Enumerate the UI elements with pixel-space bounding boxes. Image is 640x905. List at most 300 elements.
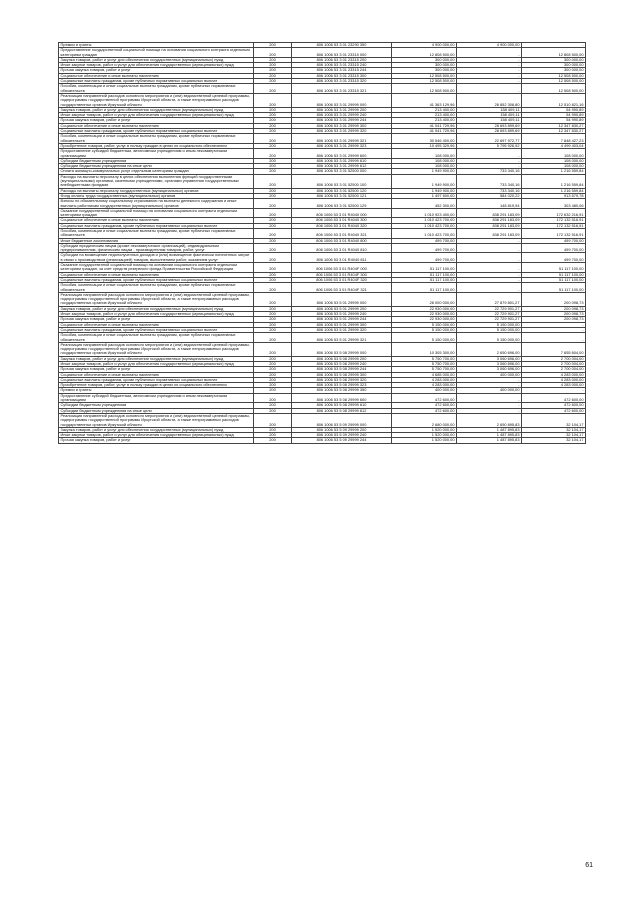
row-approved-amount: 12 508 500,00 <box>392 84 457 94</box>
row-unexecuted-amount: 12 347 830,27 <box>522 129 586 134</box>
row-line-code: 200 <box>254 174 292 188</box>
row-executed-amount: 1 487 895,83 <box>457 438 522 443</box>
row-approved-amount: 213 400,00 <box>392 107 457 112</box>
row-approved-amount: 1 497 600,00 <box>392 193 457 198</box>
row-line-code: 200 <box>254 143 292 148</box>
row-unexecuted-amount: 4 283 000,00 <box>522 377 586 382</box>
row-classification-code: 806 1006 53 3 01 23315 240 <box>292 63 392 68</box>
row-unexecuted-amount: 4 283 000,00 <box>522 383 586 388</box>
row-description: Социальные выплаты гражданам, кроме публичных нормативных социальных выплат <box>59 223 254 228</box>
row-classification-code: 806 1006 53 3 01 52500 000 <box>292 169 392 174</box>
row-unexecuted-amount: 32 104,17 <box>522 427 586 432</box>
table-row <box>59 134 586 144</box>
table-row <box>59 433 586 438</box>
row-executed-amount: - <box>457 84 522 94</box>
table-row <box>59 263 586 273</box>
row-executed-amount: 733 340,16 <box>457 188 522 193</box>
row-approved-amount: 1 949 900,00 <box>392 174 457 188</box>
page-number: 61 <box>585 862 593 869</box>
row-executed-amount: 28 693 899,69 <box>457 123 522 128</box>
row-line-code: 200 <box>254 158 292 163</box>
row-line-code: 200 <box>254 372 292 377</box>
row-classification-code: 806 1006 53 3 01 R4040 320 <box>292 223 392 228</box>
row-line-code: 200 <box>254 322 292 327</box>
table-row <box>59 107 586 112</box>
row-approved-amount: 1 010 423 700,00 <box>392 218 457 223</box>
row-approved-amount: 12 808 500,00 <box>392 48 457 58</box>
table-row <box>59 342 586 356</box>
row-executed-amount: 838 291 183,09 <box>457 208 522 218</box>
row-line-code: 200 <box>254 134 292 144</box>
row-unexecuted-amount: 200 098,73 <box>522 317 586 322</box>
row-description: Социальное обеспечение и иные выплаты населению <box>59 272 254 277</box>
row-unexecuted-amount: 51 117 100,00 <box>522 263 586 273</box>
table-row <box>59 129 586 134</box>
row-description: Субсидии бюджетным учреждениям <box>59 158 254 163</box>
row-unexecuted-amount: - <box>522 322 586 327</box>
row-unexecuted-amount: 32 104,17 <box>522 433 586 438</box>
row-executed-amount: - <box>457 377 522 382</box>
row-line-code: 200 <box>254 362 292 367</box>
row-approved-amount: 41 041 729,96 <box>392 129 457 134</box>
row-approved-amount: 51 117 100,00 <box>392 277 457 282</box>
row-executed-amount: 838 291 183,09 <box>457 223 522 228</box>
row-approved-amount: 1 520 000,00 <box>392 427 457 432</box>
row-description: Расходы на выплаты персоналу государственных (муниципальных) органов <box>59 188 254 193</box>
row-line-code: 200 <box>254 403 292 408</box>
row-classification-code: 806 1006 53 3 01 29999 000 <box>292 93 392 107</box>
row-description: Приобретение товаров, работ, услуг в пользу граждан в целях их социального обеспечения <box>59 143 254 148</box>
row-unexecuted-amount: 7 655 604,00 <box>522 342 586 356</box>
row-executed-amount: 27 879 801,27 <box>457 292 522 306</box>
row-description: Социальные выплаты гражданам, кроме публичных нормативных социальных выплат <box>59 327 254 332</box>
row-description: Социальное обеспечение и иные выплаты населению <box>59 73 254 78</box>
row-description: Реализация направлений расходов основного мероприятия и (или) ведомственной целевой программы, подпрограммы государственной программы Иркутской области, а также непрограммных расходов государственных органов Иркутской области <box>59 292 254 306</box>
row-approved-amount: 22 930 000,00 <box>392 312 457 317</box>
row-classification-code: 806 1006 53 3 01 52500 120 <box>292 188 392 193</box>
row-description: Фонд оплаты труда государственных (муниципальных) органов <box>59 193 254 198</box>
row-classification-code: 806 1006 53 5 01 29999 321 <box>292 333 392 343</box>
budget-execution-table <box>58 42 586 444</box>
row-executed-amount: 733 340,16 <box>457 169 522 174</box>
row-classification-code: 806 1006 53 3 01 52500 100 <box>292 174 392 188</box>
row-line-code: 200 <box>254 208 292 218</box>
row-executed-amount: 2 650 696,00 <box>457 342 522 356</box>
row-classification-code: 806 1006 53 3 01 R4040 321 <box>292 228 392 238</box>
table-row <box>59 174 586 188</box>
row-executed-amount: - <box>457 277 522 282</box>
row-unexecuted-amount: 54 990,89 <box>522 107 586 112</box>
row-approved-amount: 2 680 000,00 <box>392 413 457 427</box>
row-approved-amount: 400 000,00 <box>392 388 457 393</box>
row-classification-code: 806 1006 53 3 01 29999 323 <box>292 143 392 148</box>
row-line-code: 200 <box>254 393 292 403</box>
row-line-code: 200 <box>254 57 292 62</box>
row-description: Взносы по обязательному социальному страхованию на выплаты денежного содержания и иные выплаты работникам государственных (муниципальных) органов <box>59 199 254 209</box>
row-classification-code: 806 1006 53 5 01 29999 240 <box>292 312 392 317</box>
row-line-code: 200 <box>254 306 292 311</box>
table-row <box>59 322 586 327</box>
row-unexecuted-amount: 172 632 216,91 <box>522 208 586 218</box>
row-approved-amount: 51 117 100,00 <box>392 272 457 277</box>
row-line-code: 200 <box>254 63 292 68</box>
row-description: Реализация направлений расходов основного мероприятия и (или) ведомственной целевой программы, подпрограммы государственной программы Иркутской области, а также непрограммных расходов государственных органов Иркутской области <box>59 93 254 107</box>
row-executed-amount: - <box>457 48 522 58</box>
row-executed-amount: 22 729 901,27 <box>457 306 522 311</box>
row-approved-amount: 108 000,00 <box>392 149 457 159</box>
table-row <box>59 356 586 361</box>
row-line-code: 200 <box>254 129 292 134</box>
row-line-code: 200 <box>254 223 292 228</box>
row-description: Реализация направлений расходов основного мероприятия и (или) ведомственной целевой программы, подпрограммы государственной программы Иркутской области, а также непрограммных расходов государственных органов Иркутской области <box>59 342 254 356</box>
row-description: Прочая закупка товаров, работ и услуг <box>59 367 254 372</box>
row-description: Закупка товаров, работ и услуг для обеспечения государственных (муниципальных) нужд <box>59 107 254 112</box>
row-unexecuted-amount: 4 283 000,00 <box>522 372 586 377</box>
row-classification-code: 806 1006 53 5 08 29999 350 <box>292 388 392 393</box>
row-executed-amount: 4 900 000,00 <box>457 43 522 48</box>
row-line-code: 200 <box>254 342 292 356</box>
row-description: Социальное обеспечение и иные выплаты населению <box>59 372 254 377</box>
row-classification-code: 806 1006 53 3 01 R4040 810 <box>292 243 392 253</box>
table-row <box>59 438 586 443</box>
row-classification-code: 806 1006 53 3 01 52500 129 <box>292 199 392 209</box>
row-approved-amount: 12 508 500,00 <box>392 73 457 78</box>
row-executed-amount: 3 060 696,00 <box>457 362 522 367</box>
row-description: Закупка товаров, работ и услуг для обеспечения государственных (муниципальных) нужд <box>59 356 254 361</box>
table-row <box>59 149 586 159</box>
row-approved-amount: 4 283 000,00 <box>392 377 457 382</box>
row-unexecuted-amount: 472 600,00 <box>522 403 586 408</box>
row-executed-amount: - <box>457 383 522 388</box>
row-executed-amount: 400 000,00 <box>457 372 522 377</box>
row-description: Закупка товаров, работ и услуг для обеспечения государственных (муниципальных) нужд <box>59 57 254 62</box>
row-line-code: 200 <box>254 413 292 427</box>
row-line-code: 200 <box>254 113 292 118</box>
row-approved-amount: 51 117 100,00 <box>392 283 457 293</box>
row-description: Социальные выплаты гражданам, кроме публичных нормативных социальных выплат <box>59 129 254 134</box>
row-description: Субсидии бюджетным учреждениям <box>59 403 254 408</box>
row-executed-amount: - <box>457 408 522 413</box>
row-approved-amount: 300 000,00 <box>392 68 457 73</box>
row-classification-code: 806 1006 53 3 01 29999 300 <box>292 123 392 128</box>
row-description: Пособия, компенсации и иные социальные выплаты гражданам, кроме публичных нормативных обязательств <box>59 228 254 238</box>
row-classification-code: 806 1006 53 3 01 R4040 000 <box>292 208 392 218</box>
row-line-code: 200 <box>254 218 292 223</box>
row-unexecuted-amount: 303 480,06 <box>522 199 586 209</box>
row-classification-code: 806 1006 53 3 01 29999 321 <box>292 134 392 144</box>
row-line-code: 200 <box>254 312 292 317</box>
row-executed-amount: - <box>457 79 522 84</box>
row-executed-amount: 838 291 183,09 <box>457 218 522 223</box>
row-classification-code: 806 1006 53 3 01 R4040 800 <box>292 238 392 243</box>
table-row <box>59 292 586 306</box>
row-classification-code: 806 1006 53 5 08 29999 240 <box>292 362 392 367</box>
row-executed-amount: 1 487 895,83 <box>457 427 522 432</box>
row-executed-amount: 22 697 972,77 <box>457 134 522 144</box>
row-unexecuted-amount: 172 132 516,91 <box>522 228 586 238</box>
table-row <box>59 199 586 209</box>
row-description: Иные закупки товаров, работ и услуг для обеспечения государственных (муниципальных) нужд <box>59 362 254 367</box>
row-classification-code: 806 1006 53 3 01 23315 244 <box>292 68 392 73</box>
row-classification-code: 806 1006 53 5 08 29999 610 <box>292 403 392 408</box>
row-approved-amount: 108 000,00 <box>392 158 457 163</box>
row-unexecuted-amount: 499 700,00 <box>522 238 586 243</box>
row-classification-code: 806 1006 53 5 08 29999 244 <box>292 367 392 372</box>
row-approved-amount: 1 520 000,00 <box>392 433 457 438</box>
row-approved-amount: 41 363 129,96 <box>392 93 457 107</box>
row-line-code: 200 <box>254 43 292 48</box>
row-approved-amount: 499 700,00 <box>392 243 457 253</box>
row-approved-amount: 472 600,00 <box>392 408 457 413</box>
table-row <box>59 218 586 223</box>
table-row <box>59 372 586 377</box>
row-executed-amount: 1 487 895,83 <box>457 433 522 438</box>
row-approved-amount: 22 930 000,00 <box>392 306 457 311</box>
row-unexecuted-amount: 2 700 004,00 <box>522 362 586 367</box>
row-executed-amount: 158 409,11 <box>457 113 522 118</box>
row-line-code: 200 <box>254 327 292 332</box>
row-description: Предоставление государственной социальной помощи на основании социального контракта отдельным категориям граждан <box>59 48 254 58</box>
row-unexecuted-amount: 499 700,00 <box>522 243 586 253</box>
row-unexecuted-amount: 2 700 004,00 <box>522 356 586 361</box>
row-description: Пособия, компенсации и иные социальные выплаты гражданам, кроме публичных нормативных обязательств <box>59 84 254 94</box>
row-line-code: 200 <box>254 292 292 306</box>
row-unexecuted-amount: 54 990,89 <box>522 118 586 123</box>
row-approved-amount: 499 700,00 <box>392 238 457 243</box>
row-approved-amount: 5 750 700,00 <box>392 367 457 372</box>
row-unexecuted-amount: 1 216 559,84 <box>522 169 586 174</box>
row-executed-amount: - <box>457 253 522 263</box>
row-executed-amount: 3 060 696,00 <box>457 356 522 361</box>
row-executed-amount: - <box>457 263 522 273</box>
row-unexecuted-amount: 2 700 004,00 <box>522 367 586 372</box>
row-description: Прочая закупка товаров, работ и услуг <box>59 438 254 443</box>
row-unexecuted-amount: 300 000,00 <box>522 57 586 62</box>
table-row <box>59 228 586 238</box>
table-row <box>59 312 586 317</box>
row-unexecuted-amount: 12 508 500,00 <box>522 84 586 94</box>
row-approved-amount: 4 685 000,00 <box>392 372 457 377</box>
row-executed-amount: 5 150 000,00 <box>457 327 522 332</box>
row-line-code: 200 <box>254 283 292 293</box>
row-executed-amount: - <box>457 68 522 73</box>
row-classification-code: 806 1006 53 3 01 29999 612 <box>292 164 392 169</box>
row-description: Субсидии на возмещение недополученных доходов и (или) возмещение фактически понесенных затрат в связи с производством (реализацией) товаров, выполнением работ, оказанием услуг <box>59 253 254 263</box>
row-unexecuted-amount: 12 808 500,00 <box>522 48 586 58</box>
row-executed-amount: - <box>457 158 522 163</box>
row-line-code: 200 <box>254 199 292 209</box>
row-approved-amount: 5 750 700,00 <box>392 362 457 367</box>
row-classification-code: 806 1006 53 5 01 29999 320 <box>292 327 392 332</box>
row-approved-amount: 5 150 000,00 <box>392 327 457 332</box>
row-line-code: 200 <box>254 263 292 273</box>
row-description: Иные бюджетные ассигнования <box>59 238 254 243</box>
row-classification-code: 806 1006 53 3 01 R404F 321 <box>292 283 392 293</box>
row-executed-amount: 733 340,16 <box>457 174 522 188</box>
row-executed-amount: 3 060 696,00 <box>457 367 522 372</box>
row-unexecuted-amount: 7 848 427,23 <box>522 134 586 144</box>
row-line-code: 200 <box>254 427 292 432</box>
row-classification-code: 806 1006 53 5 01 29999 244 <box>292 317 392 322</box>
row-unexecuted-amount: 472 600,00 <box>522 408 586 413</box>
row-executed-amount: 22 729 901,27 <box>457 312 522 317</box>
table-row <box>59 123 586 128</box>
row-executed-amount: - <box>457 149 522 159</box>
table-row <box>59 333 586 343</box>
row-classification-code: 806 1006 53 3 01 29999 320 <box>292 129 392 134</box>
row-description: Премии и гранты <box>59 388 254 393</box>
row-line-code: 200 <box>254 317 292 322</box>
row-description: Социальные выплаты гражданам, кроме публичных нормативных социальных выплат <box>59 79 254 84</box>
row-line-code: 200 <box>254 408 292 413</box>
row-executed-amount: 5 150 000,00 <box>457 333 522 343</box>
row-unexecuted-amount: 108 000,00 <box>522 158 586 163</box>
row-approved-amount: 300 000,00 <box>392 57 457 62</box>
row-classification-code: 806 1006 53 3 01 23315 200 <box>292 57 392 62</box>
row-description: Приобретение товаров, работ, услуг в пользу граждан в целях их социального обеспечения <box>59 383 254 388</box>
row-approved-amount: 1 010 423 700,00 <box>392 228 457 238</box>
row-line-code: 200 <box>254 367 292 372</box>
row-unexecuted-amount: 32 104,17 <box>522 413 586 427</box>
row-classification-code: 806 1006 53 5 09 29999 200 <box>292 427 392 432</box>
row-description: Субсидии бюджетным учреждениям на иные цели <box>59 164 254 169</box>
row-executed-amount: - <box>457 238 522 243</box>
row-description: Социальное обеспечение и иные выплаты населению <box>59 123 254 128</box>
row-classification-code: 806 1006 53 5 09 29999 244 <box>292 438 392 443</box>
row-line-code: 200 <box>254 79 292 84</box>
row-approved-amount: 28 000 000,00 <box>392 292 457 306</box>
row-unexecuted-amount: - <box>522 43 586 48</box>
row-executed-amount: - <box>457 164 522 169</box>
row-line-code: 200 <box>254 272 292 277</box>
row-line-code: 200 <box>254 118 292 123</box>
row-unexecuted-amount: 1 216 559,84 <box>522 174 586 188</box>
row-unexecuted-amount: 108 000,00 <box>522 164 586 169</box>
row-approved-amount: 22 930 000,00 <box>392 317 457 322</box>
row-classification-code: 806 1006 53 3 01 29999 200 <box>292 107 392 112</box>
row-line-code: 200 <box>254 243 292 253</box>
row-line-code: 200 <box>254 68 292 73</box>
row-line-code: 200 <box>254 123 292 128</box>
row-line-code: 200 <box>254 253 292 263</box>
row-classification-code: 806 1006 53 5 01 29999 300 <box>292 322 392 327</box>
table-row <box>59 327 586 332</box>
row-line-code: 200 <box>254 107 292 112</box>
row-description: Пособия, компенсации и иные социальные выплаты гражданам, кроме публичных нормативных обязательств <box>59 283 254 293</box>
row-description: Предоставление субсидий бюджетным, автономным учреждениям и иным некоммерческим организациям <box>59 393 254 403</box>
row-approved-amount: 213 400,00 <box>392 113 457 118</box>
table-body <box>59 43 586 444</box>
row-description: Социальные выплаты гражданам, кроме публичных нормативных социальных выплат <box>59 277 254 282</box>
table-row <box>59 413 586 427</box>
row-line-code: 200 <box>254 164 292 169</box>
row-line-code: 200 <box>254 377 292 382</box>
row-classification-code: 806 1006 53 5 08 29999 320 <box>292 377 392 382</box>
row-description: Оказание государственной социальной помощи на основании социального контракта отдельным категориям граждан, за счет средств резервного фонда Правительства Российской Федерации <box>59 263 254 273</box>
row-classification-code: 806 1006 53 5 01 29999 200 <box>292 306 392 311</box>
budget-table-sheet <box>58 42 585 444</box>
row-classification-code: 806 1006 53 3 01 R4040 300 <box>292 218 392 223</box>
table-row <box>59 393 586 403</box>
row-executed-amount: - <box>457 283 522 293</box>
row-line-code: 200 <box>254 277 292 282</box>
row-approved-amount: 10 495 329,96 <box>392 143 457 148</box>
row-executed-amount: 5 150 000,00 <box>457 322 522 327</box>
row-approved-amount: 1 010 923 400,00 <box>392 208 457 218</box>
row-unexecuted-amount: 1 216 559,84 <box>522 188 586 193</box>
row-line-code: 200 <box>254 238 292 243</box>
row-unexecuted-amount: 200 098,73 <box>522 292 586 306</box>
row-unexecuted-amount: 51 117 100,00 <box>522 283 586 293</box>
table-row <box>59 93 586 107</box>
row-approved-amount: 499 700,00 <box>392 253 457 263</box>
row-classification-code: 806 1006 53 3 01 23315 321 <box>292 84 392 94</box>
row-unexecuted-amount: 472 600,00 <box>522 393 586 403</box>
row-description: Иные закупки товаров, работ и услуг для обеспечения государственных (муниципальных) нужд <box>59 433 254 438</box>
row-unexecuted-amount: 51 117 100,00 <box>522 277 586 282</box>
table-row <box>59 362 586 367</box>
row-executed-amount: - <box>457 57 522 62</box>
row-description: Закупка товаров, работ и услуг для обеспечения государственных (муниципальных) нужд <box>59 427 254 432</box>
row-unexecuted-amount: 172 132 516,91 <box>522 218 586 223</box>
table-row <box>59 427 586 432</box>
row-executed-amount: 158 409,11 <box>457 118 522 123</box>
row-executed-amount: - <box>457 393 522 403</box>
row-executed-amount: - <box>457 73 522 78</box>
row-description: Премии и гранты <box>59 43 254 48</box>
row-unexecuted-amount: 12 347 830,27 <box>522 123 586 128</box>
row-unexecuted-amount: 200 098,73 <box>522 312 586 317</box>
row-approved-amount: 300 000,00 <box>392 63 457 68</box>
row-classification-code: 806 1006 53 3 01 29999 244 <box>292 118 392 123</box>
row-executed-amount: - <box>457 243 522 253</box>
row-classification-code: 806 1006 53 5 01 29999 000 <box>292 292 392 306</box>
table-row <box>59 306 586 311</box>
row-executed-amount: 22 729 901,27 <box>457 317 522 322</box>
row-executed-amount: 838 291 183,09 <box>457 228 522 238</box>
row-description: Прочая закупка товаров, работ и услуг <box>59 317 254 322</box>
row-description: Расходы на выплаты персоналу в целях обеспечения выполнения функций государственными (муниципальными) органами, казенными учреждениями, органами управления государственными внебюджетными фондами <box>59 174 254 188</box>
row-approved-amount: 452 300,00 <box>392 199 457 209</box>
row-approved-amount: 1 010 423 700,00 <box>392 223 457 228</box>
row-approved-amount: 1 520 000,00 <box>392 438 457 443</box>
row-line-code: 200 <box>254 228 292 238</box>
table-row <box>59 223 586 228</box>
row-line-code: 200 <box>254 438 292 443</box>
row-unexecuted-amount: 108 000,00 <box>522 149 586 159</box>
row-description: Реализация направлений расходов основного мероприятия и (или) ведомственной целевой программы, подпрограммы государственной программы Иркутской области, а также непрограммных расходов государственных органов Иркутской области <box>59 413 254 427</box>
row-classification-code: 806 1006 53 5 08 29999 323 <box>292 383 392 388</box>
row-executed-amount: 148 819,94 <box>457 199 522 209</box>
row-executed-amount: - <box>457 272 522 277</box>
row-description: Иные закупки товаров, работ и услуг для обеспечения государственных (муниципальных) нужд <box>59 113 254 118</box>
table-row <box>59 143 586 148</box>
row-classification-code: 806 1006 53 3 01 23315 000 <box>292 48 392 58</box>
row-line-code: 200 <box>254 84 292 94</box>
row-description: Пособия, компенсации и иные социальные выплаты гражданам, кроме публичных нормативных обязательств <box>59 333 254 343</box>
row-description: Закупка товаров, работ и услуг для обеспечения государственных (муниципальных) нужд <box>59 306 254 311</box>
row-unexecuted-amount: 32 104,17 <box>522 438 586 443</box>
row-line-code: 200 <box>254 193 292 198</box>
row-approved-amount: 5 150 000,00 <box>392 333 457 343</box>
row-description: Оплата жилищно-коммунальных услуг отдельным категориям граждан <box>59 169 254 174</box>
table-row <box>59 283 586 293</box>
table-row <box>59 84 586 94</box>
row-unexecuted-amount: - <box>522 333 586 343</box>
table-row <box>59 243 586 253</box>
row-classification-code: 806 1006 53 3 01 R4040 811 <box>292 253 392 263</box>
row-unexecuted-amount: 4 499 403,04 <box>522 143 586 148</box>
